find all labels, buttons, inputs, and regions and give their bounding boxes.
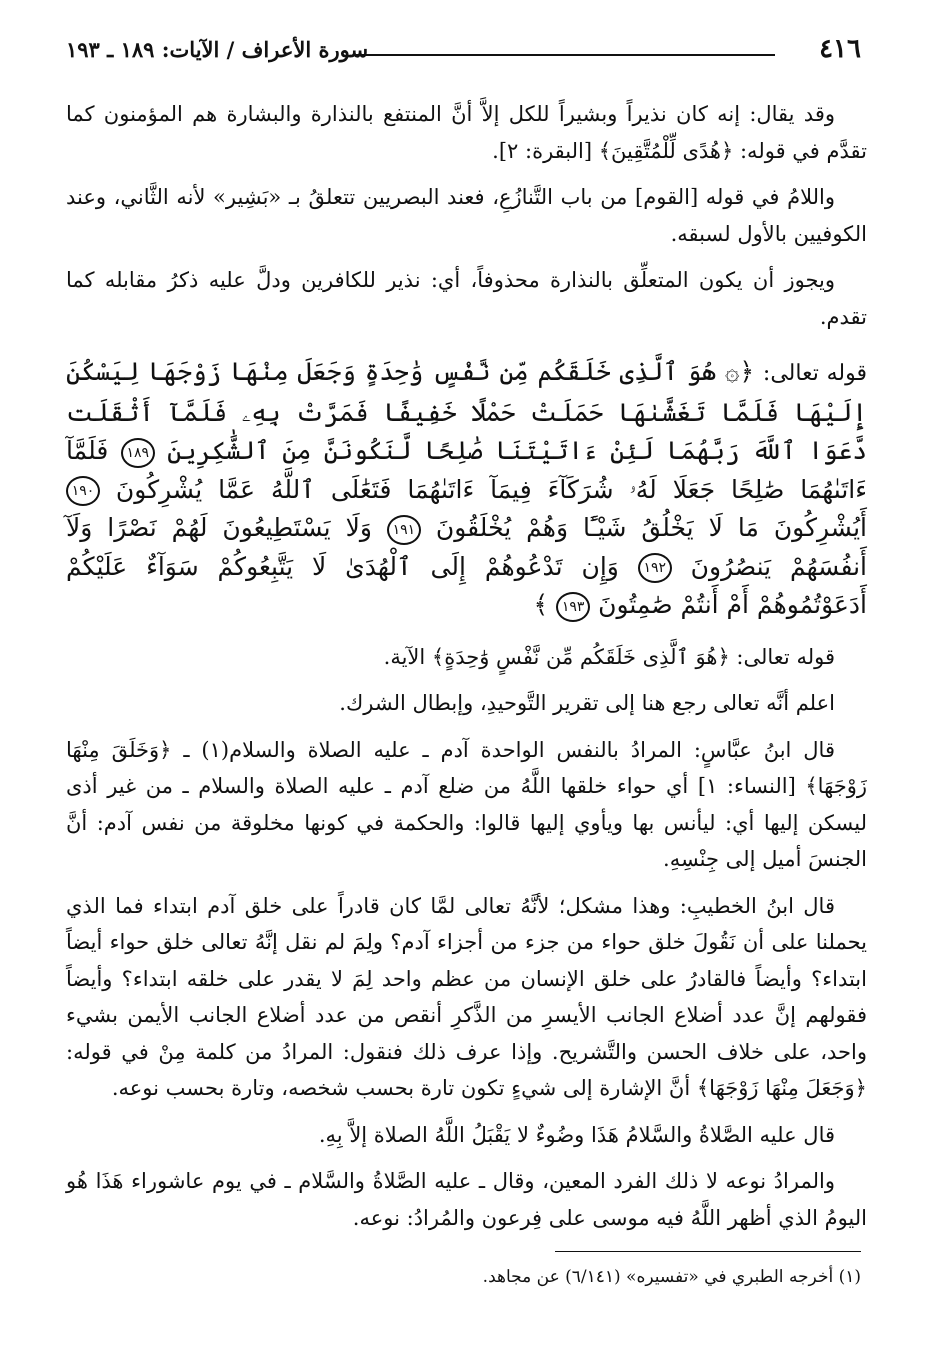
ayah-number-marker: ١٩١ [387, 515, 421, 545]
ayah-number-marker: ١٩٣ [556, 592, 590, 622]
verse-intro: قوله تعالى: [762, 361, 867, 386]
commentary-paragraph: قال عليه الصَّلاةُ والسَّلامُ هَذَا وضُوءٌ لا يَقْبَلُ اللَّهُ الصلاة إلاَّ بِهِ. [318, 1122, 835, 1147]
verse-text: ﴿۞ هُوَ ٱلَّذِى خَلَقَكُم مِّن نَّفْسٍ وَٰحِدَةٍ وَجَعَلَ مِنْهَا زَوْجَهَا لِيَسْكُنَ إِلَيْهَا فَلَمَّا تَغَشَّىٰهَا حَمَلَتْ حَمْلًا خَفِيفًا فَمَرَّتْ بِهِۦ فَلَمَّآ أَثْقَلَت دَّعَوَا ٱللَّهَ رَبَّهُمَا لَئِنْ ءَاتَيْتَنَا صَٰلِحًا لَّنَكُونَنَّ مِنَ ٱلشَّٰكِرِينَ [66, 357, 868, 465]
footnote-rule [555, 1251, 861, 1252]
paragraph: واللامُ في قوله [القوم] من باب التَّنازُعِ، فعند البصريين تتعلقُ بـ «بَشِير» لأنه الثَّاني، وعند الكوفيين بالأول لسبقه. [66, 185, 867, 246]
commentary-paragraph: قال ابنُ الخطيبِ: وهذا مشكل؛ لأنَّهُ تعالى لمَّا كان قادراً على خلق آدم ابتداء فما الذي يحملنا على أن نَقُولَ خلق حواء من جزء من أجزاء آدم؟ ولِمَ لم نقل إنَّهُ تعالى خلق حواء أيضاً ابتداء؟ وأيضاً فالقادرُ على خلق الإنسان من عظم واحد لِمَ لا يقدر على خلقه ابتداء؟ وأيضاً فقولهم إنَّ عدد أضلاع الجانب الأيسرِ من الذَّكرِ أنقص من عدد أضلاع الجانب الأيمن بشيء واحد، على خلاف الحسن والتَّشريح. وإذا عرف ذلك فنقول: المرادُ من كلمة مِنْ في قوله: ﴿وَجَعَلَ مِنْهَا زَوْجَهَا﴾ أنَّ الإشارة إلى شيءٍ تكون تارة بحسب شخصه، وتارة بحسب نوعه. [66, 893, 867, 1100]
verse-text: وَإِن تَدْعُوهُمْ إِلَى ٱلْهُدَىٰ لَا يَتَّبِعُوكُمْ سَوَآءٌ عَلَيْكُمْ أَدَعَوْتُمُوهُمْ أَمْ أَنتُمْ صَٰمِتُونَ [66, 551, 867, 619]
commentary-paragraph: قال ابنُ عبَّاسٍ: المرادُ بالنفس الواحدة آدم ـ عليه الصلاة والسلام(١) ـ ﴿وَخَلَقَ مِنْهَا زَوْجَهَا﴾ [النساء: ١] أي حواء خلقها اللَّهُ من ضلع آدم ـ عليه الصلاة والسلام ـ من غير أذى ليسكن إليها أي: ليأنس بها ويأوي إليها قالوا: والحكمة في كونها مخلوقة من نفس آدم: أنَّ الجنسَ أميل إلى جِنْسِهِ. [66, 737, 868, 871]
page-header [66, 34, 861, 68]
ayah-number-marker: ١٩٠ [66, 476, 100, 506]
ayah-number-marker: ١٩٢ [638, 553, 672, 583]
verse-text: أَيُشْرِكُونَ مَا لَا يَخْلُقُ شَيْـًٔا وَهُمْ يُخْلَقُونَ [435, 513, 868, 542]
commentary-paragraph: قوله تعالى: ﴿هُوَ ٱلَّذِى خَلَقَكُم مِّن نَّفْسٍ وَٰحِدَةٍ﴾ الآية. [383, 644, 835, 669]
page-number: ٤١٦ [819, 34, 861, 64]
paragraph: وقد يقال: إنه كان نذيراً وبشيراً للكل إلاَّ أنَّ المنتفع بالنذارة والبشارة هم المؤمنون كما تقدَّم في قوله: ﴿هُدًى لِّلْمُتَّقِينَ﴾ [البقرة: ٢]. [66, 102, 867, 163]
paragraph: ويجوز أن يكون المتعلِّق بالنذارة محذوفاً، أي: نذير للكافرين ودلَّ عليه ذكرُ مقابله كما تقدم. [66, 268, 867, 329]
verse-close-bracket: ﴾ [533, 590, 549, 619]
footnote: (١) أخرجه الطبري في «تفسيره» (٦/١٤١) عن مجاهد. [482, 1267, 861, 1287]
page-body [66, 96, 867, 1246]
header-rule [356, 54, 775, 56]
quran-verses [66, 353, 867, 625]
verse-text: فَلَمَّآ ءَاتَىٰهُمَا صَٰلِحًا جَعَلَا لَهُۥ شُرَكَآءَ فِيمَآ ءَاتَىٰهُمَا فَتَعَٰلَى ٱللَّهُ عَمَّا يُشْرِكُونَ [66, 436, 868, 504]
running-title: سورة الأعراف / الآيات: ١٨٩ ـ ١٩٣ [66, 37, 369, 62]
commentary-paragraph: اعلم أنَّه تعالى رجع هنا إلى تقرير التَّوحيدِ، وإبطال الشرك. [339, 691, 835, 715]
ayah-number-marker: ١٨٩ [121, 438, 155, 468]
verse-text: وَلَا يَسْتَطِيعُونَ لَهُمْ نَصْرًا وَلَآ أَنفُسَهُمْ يَنصُرُونَ [66, 513, 867, 581]
commentary-paragraph: والمرادُ نوعه لا ذلك الفرد المعين، وقال ـ عليه الصَّلاةُ والسَّلام ـ في يوم عاشوراء هَذَا هُو اليومُ الذي أظهر اللَّهُ فيه موسى على فِرعون والمُرادُ: نوعه. [66, 1169, 867, 1230]
